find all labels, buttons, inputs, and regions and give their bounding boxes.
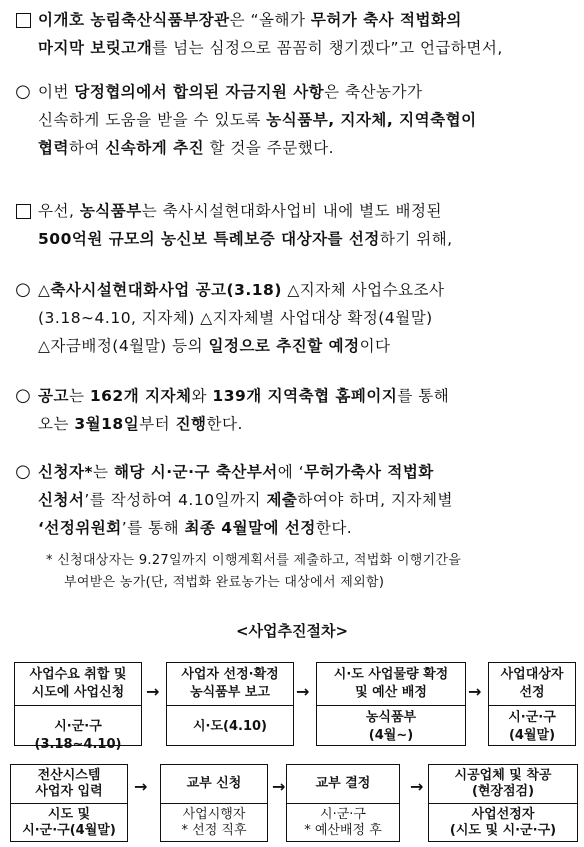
procedure-box: 교부 결정 시·군·구 * 예산배정 후 [286,764,400,842]
procedure-title: <사업추진절차> [235,622,349,640]
footnote: * 신청대상자는 9.27일까지 이행계획서를 제출하고, 적법화 이행기간을 부여받은 농가(단, 적법화 완료농가는 대상에서 제외함) [46,553,462,590]
section-application: ○ 신청자*는 해당 시·군·구 축산부서에 ‘무허가축사 적법화 신청서’를 작성하여 4.10일까지 제출하여야 하며, 지자체별 ‘선정위원회’를 통해 최종 4월말에 선정한다. [8,458,578,542]
procedure-box: 전산시스템 사업자 입력 시도 및 시·군·구(4월말) [10,764,128,842]
procedure-box: 시·도 사업물량 확정 및 예산 배정 농식품부 (4월∼) [316,662,466,746]
section-announcement: ○ 공고는 162개 지자체와 139개 지역축협 홈페이지를 통해 오는 3월18일부터 진행한다. [8,382,578,438]
arrow-icon: → [296,682,310,701]
circle-bullet: ○ [15,81,31,102]
arrow-icon: → [468,682,482,701]
arrow-icon: → [134,777,148,796]
checkbox-bullet [8,197,38,228]
minister-name: 이개호 농림축산식품부장관 [38,11,230,29]
procedure-box: 사업수요 취합 및 시도에 사업신청 시·군·구(3.18∼4.10) [14,662,142,746]
section-guarantee: 우선, 농식품부는 축사시설현대화사업비 내에 별도 배정된 500억원 규모의 농신보 특례보증 대상자를 선정하기 위해, [8,197,578,253]
section-consultation: ○ 이번 당정협의에서 합의된 자금지원 사항은 축산농가가 신속하게 도움을 받을 수 있도록 농식품부, 지자체, 지역축협이 협력하여 신속하게 추진 할 것을 주문했다. [8,78,578,162]
arrow-icon: → [146,682,160,701]
checkbox-bullet [8,6,38,37]
procedure-box: 시공업체 및 착공 (현장점검) 사업선정자 (시도 및 시·군·구) [428,764,578,842]
arrow-icon: → [272,777,286,796]
section-schedule: ○ △축사시설현대화사업 공고(3.18) △지자체 사업수요조사 (3.18∼4.10, 지자체) △지자체별 사업대상 확정(4월말) △자금배정(4월말) 등의 일정으로 추진할 예정이다 [8,276,578,360]
section-intro: 이개호 농림축산식품부장관은 “올해가 무허가 축사 적법화의 마지막 보릿고개를 넘는 심정으로 꼼꼼히 챙기겠다”고 언급하면서, [8,6,578,62]
circle-bullet: ○ [15,385,31,406]
procedure-box: 사업자 선정·확정 농식품부 보고 시·도(4.10) [166,662,294,746]
circle-bullet: ○ [15,279,31,300]
circle-bullet: ○ [15,461,31,482]
procedure-box: 교부 신청 사업시행자 * 선정 직후 [160,764,268,842]
procedure-box: 사업대상자 선정 시·군·구 (4월말) [488,662,576,746]
arrow-icon: → [410,777,424,796]
